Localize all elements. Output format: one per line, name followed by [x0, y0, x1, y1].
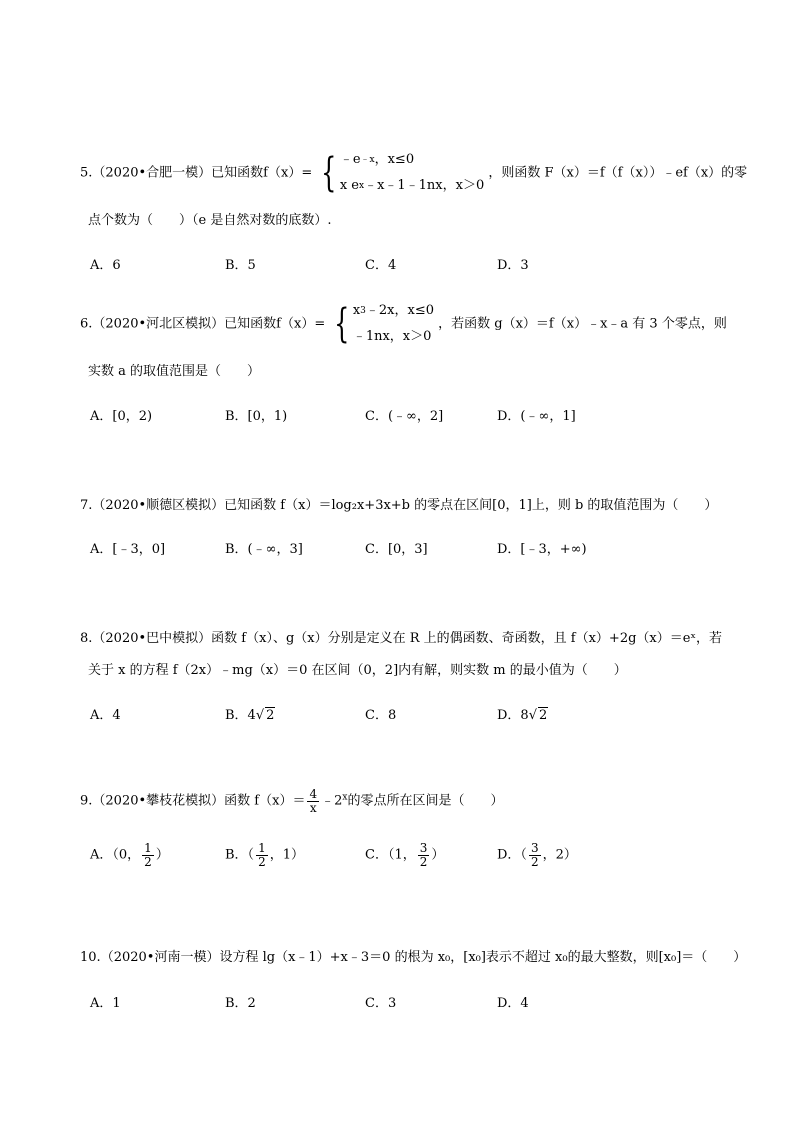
- question-stem: 已知函数f（x）=: [224, 316, 326, 332]
- question-stem: 函数 f（x）、g（x）分别是定义在 R 上的偶函数、奇函数，且 f（x）+2g（x）＝eˣ，若: [211, 631, 722, 646]
- option-a[interactable]: A．4: [90, 708, 121, 723]
- fraction: $\frac{3}{2}$: [419, 841, 428, 869]
- question-number: 8.: [80, 631, 93, 646]
- option-b[interactable]: B．[0，1): [225, 409, 288, 424]
- question-stem: ，若函数 g（x）＝f（x）﹣x﹣a 有 3 个零点，则: [438, 316, 727, 332]
- question-8-line-2: 关于 x 的方程 f（2x）﹣mg（x）＝0 在区间（0，2]内有解，则实数 m 的最小值为（ ）: [88, 663, 627, 678]
- question-number: 7.: [80, 498, 93, 513]
- question-8-options: [90, 704, 710, 726]
- question-10-line-1: [80, 946, 746, 965]
- option-a[interactable]: A．[﹣3，0]: [90, 542, 166, 557]
- option-a[interactable]: A．6: [90, 258, 121, 273]
- question-6-options: [90, 405, 710, 427]
- question-8-line-1: [80, 627, 722, 646]
- question-source: （2020•攀枝花模拟）: [92, 793, 225, 809]
- question-9-line-1: 9.（2020•攀枝花模拟）函数 f（x）＝ $\frac{4}{x}$ ﹣2$^x$的零点所在区间是（ ）: [80, 787, 504, 815]
- fraction: $\frac{4}{x}$: [309, 787, 318, 815]
- question-7-options: [90, 538, 710, 560]
- option-d[interactable]: D．8√ 2: [497, 708, 548, 723]
- option-d[interactable]: D．[﹣3，+∞): [497, 542, 587, 557]
- question-number: 9.: [80, 793, 93, 809]
- question-stem: 函数 f（x）＝: [224, 793, 306, 809]
- fraction: $\frac{3}{2}$: [530, 841, 539, 869]
- question-stem: ，则函数 F（x）＝f（f（x））﹣ef（x）的零: [488, 165, 748, 181]
- option-a[interactable]: A．（0， $\frac{1}{2}$ ）: [90, 841, 169, 869]
- option-d[interactable]: D．4: [497, 996, 529, 1011]
- question-source: （2020•巴中模拟）: [92, 631, 212, 646]
- brace-symbol: {: [334, 301, 350, 347]
- option-c[interactable]: C．3: [365, 996, 397, 1011]
- question-5-options: [90, 254, 710, 276]
- question-9-options: [90, 842, 710, 876]
- piecewise-function: { x 3 ﹣2x，x≤0 ﹣1nx，x＞0: [334, 301, 434, 347]
- question-source: （2020•河北区模拟）: [92, 316, 225, 332]
- option-b[interactable]: B．（ $\frac{1}{2}$ ，1）: [225, 841, 304, 869]
- fraction: $\frac{1}{2}$: [258, 841, 266, 869]
- option-b[interactable]: B．5: [225, 258, 256, 273]
- option-c[interactable]: C．(﹣∞，2]: [365, 409, 444, 424]
- sqrt-symbol: √: [528, 708, 537, 723]
- piecewise-function: { ﹣e ﹣x ，x≤0 x e x ﹣x﹣1﹣1nx，x＞0: [321, 150, 485, 196]
- fraction: $\frac{1}{2}$: [144, 841, 152, 869]
- question-source: （2020•河南一模）: [100, 950, 220, 965]
- question-5-line-2: 点个数为（ ）（e 是自然对数的底数）.: [88, 213, 332, 228]
- option-b[interactable]: B．(﹣∞，3]: [225, 542, 303, 557]
- question-number: 5.: [80, 165, 93, 181]
- option-c[interactable]: C．（1， $\frac{3}{2}$ ）: [365, 841, 445, 869]
- question-number: 10.: [80, 950, 101, 965]
- option-a[interactable]: A．1: [90, 996, 121, 1011]
- option-b[interactable]: B．4√ 2: [225, 708, 275, 723]
- option-d[interactable]: D．（ $\frac{3}{2}$ ，2）: [497, 841, 577, 869]
- question-source: （2020•合肥一模）: [92, 165, 212, 181]
- option-b[interactable]: B．2: [225, 996, 256, 1011]
- question-5-line-1: [80, 147, 747, 199]
- question-6-line-2: 实数 a 的取值范围是（ ）: [88, 364, 261, 379]
- option-c[interactable]: C．8: [365, 708, 397, 723]
- brace-symbol: {: [321, 150, 337, 196]
- option-c[interactable]: C．4: [365, 258, 397, 273]
- sqrt-symbol: √: [255, 708, 265, 723]
- option-c[interactable]: C．[0，3]: [365, 542, 428, 557]
- question-6-line-1: [80, 298, 727, 350]
- question-7-line-1: [80, 494, 717, 513]
- question-10-options: [90, 992, 710, 1014]
- option-d[interactable]: D．3: [497, 258, 529, 273]
- question-stem: 已知函数f（x）=: [211, 165, 313, 181]
- question-source: （2020•顺德区模拟）: [92, 498, 225, 513]
- option-a[interactable]: A．[0，2): [90, 409, 153, 424]
- question-stem: 已知函数 f（x）＝log₂x+3x+b 的零点在区间[0，1]上，则 b 的取值范围为（ ）: [224, 498, 718, 513]
- question-stem: 设方程 lg（x﹣1）+x﹣3＝0 的根为 x₀，[x₀]表示不超过 x₀的最大整数，则[x₀]＝（ ）: [219, 950, 747, 965]
- option-d[interactable]: D．(﹣∞，1]: [497, 409, 576, 424]
- question-number: 6.: [80, 316, 93, 332]
